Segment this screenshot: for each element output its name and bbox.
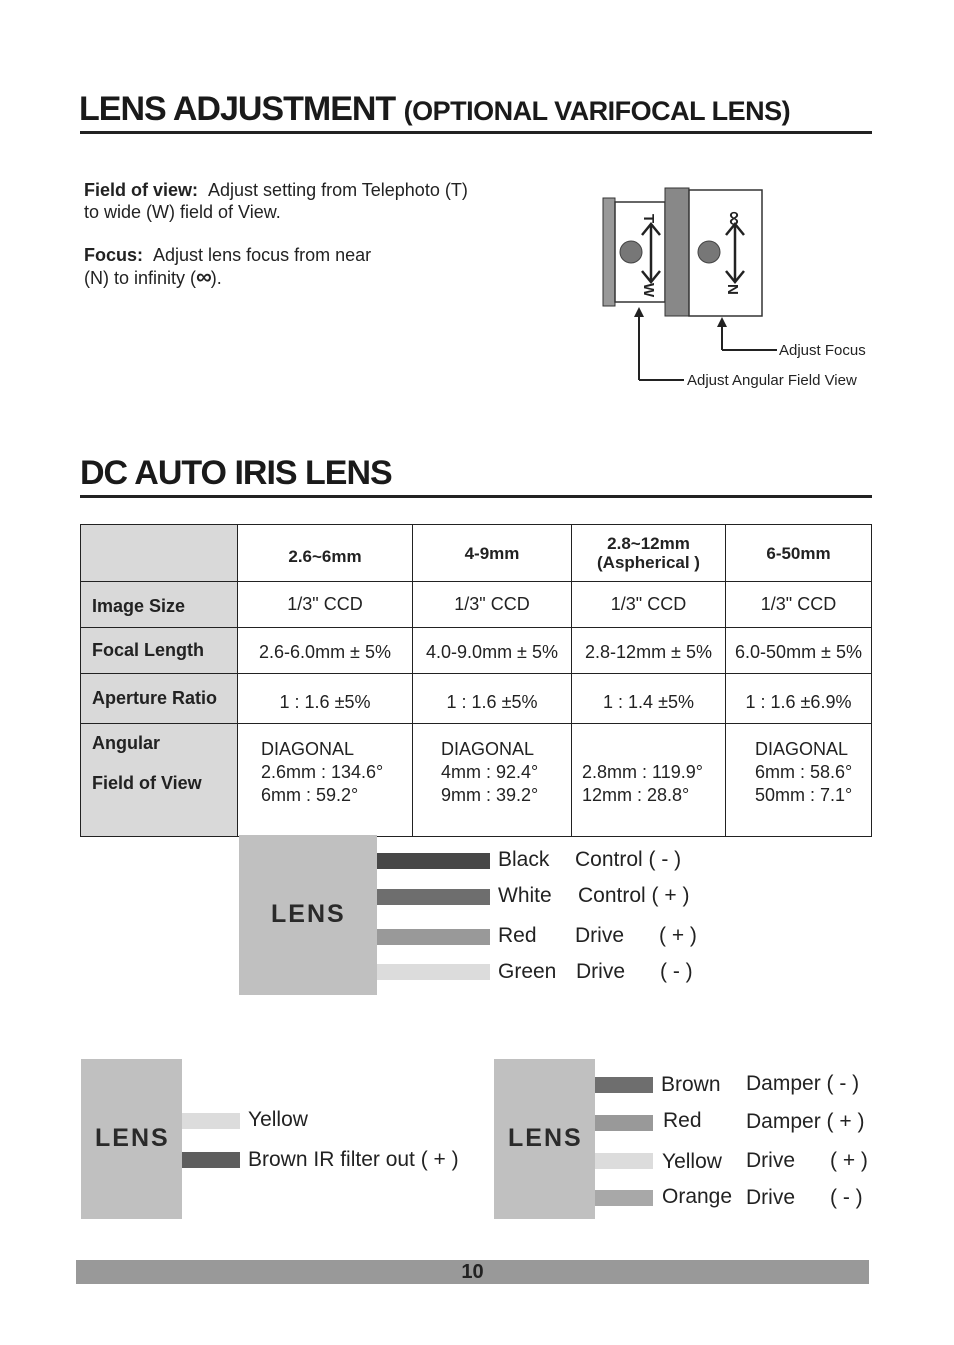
- row-label-angular-fov: [81, 724, 238, 837]
- zoom-knob-icon: [620, 241, 642, 263]
- wire-function: Drive ( - ): [576, 960, 693, 983]
- row-label-image-size: Image Size: [81, 582, 238, 628]
- wire-red: [377, 929, 490, 945]
- title-rule: [80, 131, 872, 134]
- dc-iris-title: DC AUTO IRIS LENS: [80, 454, 392, 492]
- wire-label: Yellow: [248, 1108, 308, 1131]
- col-header-1: 2.6~6mm: [238, 525, 413, 582]
- table-row: [81, 674, 872, 724]
- fov-line: DIAGONAL: [261, 739, 355, 759]
- fov-line: 12mm : 28.8°: [582, 785, 690, 805]
- wire-label: Brown IR filter out ( + ): [248, 1148, 459, 1171]
- infinity-icon: ∞: [196, 264, 211, 289]
- varifocal-lens-diagram: [595, 180, 885, 395]
- fov-line: DIAGONAL: [441, 739, 535, 759]
- wire-yellow: [595, 1153, 653, 1169]
- fov-line: 50mm : 7.1°: [755, 785, 853, 805]
- focus-text-2: (N) to infinity (: [84, 268, 197, 288]
- fov-callout-arrow-icon: [634, 307, 644, 317]
- wire-label: White: [498, 884, 552, 907]
- fov-line: 4mm : 92.4°: [441, 762, 539, 782]
- row-label-focal-length: Focal Length: [81, 628, 238, 674]
- wire-red: [595, 1115, 653, 1131]
- fov-line: 2.6mm : 134.6°: [261, 762, 384, 782]
- wire-orange: [595, 1190, 653, 1206]
- table-row: [81, 724, 872, 837]
- adjust-focus-label: Adjust Focus: [779, 342, 866, 359]
- col-header-3: [572, 525, 726, 582]
- infinity-mark-icon: ∞: [723, 210, 747, 227]
- row-label-aperture-ratio: Aperture Ratio: [81, 674, 238, 724]
- wire-white: [377, 889, 490, 905]
- t-mark: T: [640, 214, 657, 224]
- col-header-3-line2: (Aspherical ): [597, 553, 700, 572]
- table-cell: 1/3" CCD: [572, 582, 726, 628]
- fov-callout-line: [639, 312, 684, 380]
- focus-callout-arrow-icon: [717, 317, 727, 327]
- table-header-row: [81, 525, 872, 582]
- focus-knob-icon: [698, 241, 720, 263]
- adjust-fov-label: Adjust Angular Field View: [687, 372, 857, 389]
- wire-function: Drive ( - ): [746, 1186, 863, 1209]
- dc-iris-rule: [80, 495, 872, 498]
- table-cell: 1/3" CCD: [413, 582, 572, 628]
- lens-label-2: LENS: [95, 1124, 170, 1152]
- table-row: [81, 582, 872, 628]
- wire-label: Green: [498, 960, 557, 983]
- table-cell: [238, 724, 413, 837]
- wire-green: [377, 964, 490, 980]
- table-cell: [413, 724, 572, 837]
- wire-function: Control ( + ): [578, 884, 690, 907]
- focus-callout-line: [722, 320, 777, 350]
- row-label-field-of-view: Field of View: [92, 773, 202, 793]
- fov-line: 2.8mm : 119.9°: [582, 762, 703, 782]
- focus-text-close: ).: [210, 268, 222, 288]
- fov-line: 9mm : 39.2°: [441, 785, 539, 805]
- wire-label: Red: [663, 1109, 702, 1132]
- table-cell: 6.0-50mm ± 5%: [726, 628, 872, 674]
- fov-line: DIAGONAL: [755, 739, 849, 759]
- fov-line: 6mm : 58.6°: [755, 762, 853, 782]
- focus-paragraph: [84, 244, 514, 289]
- focus-text-1: Adjust lens focus from near: [153, 245, 372, 265]
- fov-paragraph: [84, 179, 514, 223]
- lens-label-3: LENS: [508, 1124, 583, 1152]
- fov-line: 6mm : 59.2°: [261, 785, 359, 805]
- table-cell: 2.8-12mm ± 5%: [572, 628, 726, 674]
- table-corner-cell: [81, 525, 238, 582]
- wire-label: Orange: [662, 1185, 733, 1208]
- wire-function: Damper ( - ): [746, 1072, 860, 1095]
- fov-line: [582, 738, 725, 761]
- table-cell: 1 : 1.6 ±5%: [238, 674, 413, 724]
- wire-black: [377, 853, 490, 869]
- wire-brown: [182, 1152, 240, 1168]
- page-number: 10: [461, 1261, 484, 1283]
- n-mark: N: [724, 284, 741, 295]
- wire-label: Black: [498, 848, 550, 871]
- wire-function: Drive ( + ): [575, 924, 697, 947]
- fov-text-2: to wide (W) field of View.: [84, 202, 281, 222]
- wire-label: Yellow: [662, 1150, 722, 1173]
- lens-middle-ring: [665, 188, 689, 316]
- lens-adjustment-title: [79, 90, 790, 129]
- dc-iris-spec-table: [80, 524, 872, 837]
- table-cell: 1 : 1.4 ±5%: [572, 674, 726, 724]
- wire-brown: [595, 1077, 653, 1093]
- wire-function: Control ( - ): [575, 848, 682, 871]
- table-cell: 1/3" CCD: [238, 582, 413, 628]
- wire-yellow: [182, 1113, 240, 1129]
- wire-label: Brown: [661, 1073, 721, 1096]
- col-header-3-line1: 2.8~12mm: [607, 534, 690, 553]
- wire-function: Drive ( + ): [746, 1149, 868, 1172]
- title-sub: (OPTIONAL VARIFOCAL LENS): [403, 96, 791, 126]
- fov-label: Field of view:: [84, 180, 199, 200]
- table-row: [81, 628, 872, 674]
- table-cell: [572, 724, 726, 837]
- table-cell: 1 : 1.6 ±5%: [413, 674, 572, 724]
- fov-text-1: Adjust setting from Telephoto (T): [208, 180, 468, 200]
- col-header-4: 6-50mm: [726, 525, 872, 582]
- row-label-angular: Angular: [92, 733, 161, 753]
- lens-left-ring: [603, 198, 615, 306]
- table-cell: 1 : 1.6 ±6.9%: [726, 674, 872, 724]
- title-main: LENS ADJUSTMENT: [79, 90, 396, 128]
- table-cell: 2.6-6.0mm ± 5%: [238, 628, 413, 674]
- footer-bar: [76, 1260, 869, 1284]
- w-mark: W: [640, 283, 657, 298]
- wire-label: Red: [498, 924, 537, 947]
- table-cell: [726, 724, 872, 837]
- table-cell: 1/3" CCD: [726, 582, 872, 628]
- col-header-2: 4-9mm: [413, 525, 572, 582]
- lens-label-1: LENS: [271, 900, 346, 928]
- wire-function: Damper ( + ): [746, 1110, 865, 1133]
- focus-label: Focus:: [84, 245, 144, 265]
- table-cell: 4.0-9.0mm ± 5%: [413, 628, 572, 674]
